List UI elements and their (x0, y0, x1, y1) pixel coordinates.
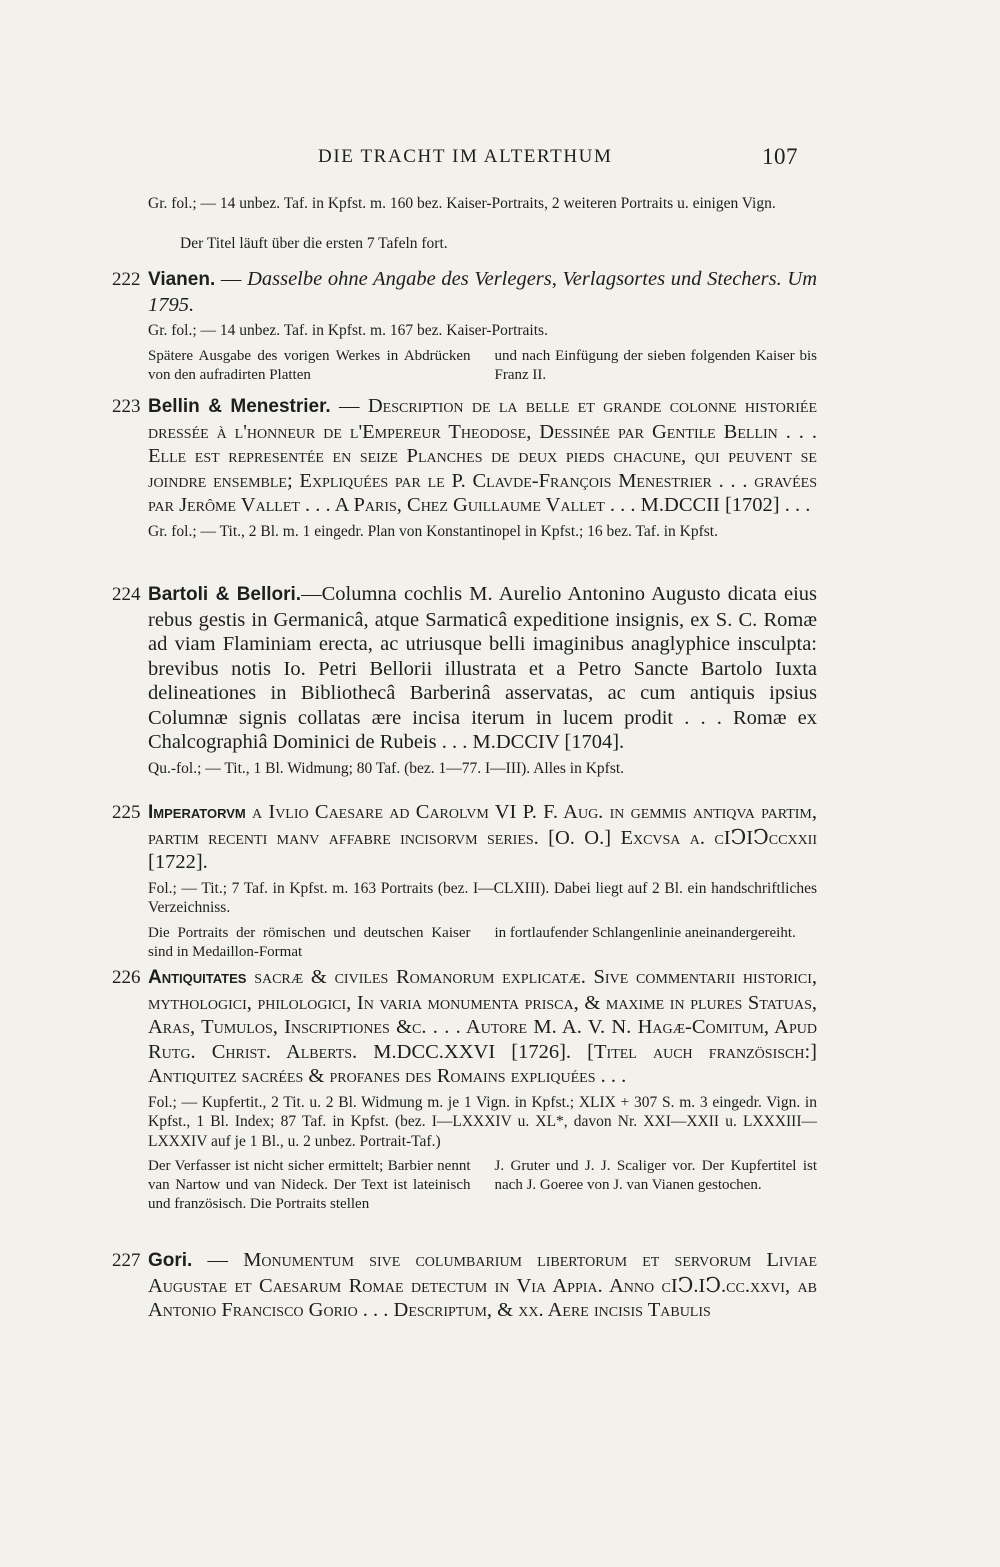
entry-number: 225 (112, 802, 141, 823)
entry-227 (112, 1248, 817, 1323)
entry-collation: Gr. fol.; — 14 unbez. Taf. in Kpfst. m. 167 bez. Kaiser-Portraits. (148, 322, 548, 339)
note-right: und nach Einfügung der sieben folgenden Kaiser bis Franz II. (494, 347, 817, 383)
entry-heading (148, 394, 817, 518)
note-left: Der Verfasser ist nicht sicher ermittelt; Barbier nennt van Nartow und van Nideck. Der Text ist lateinisch und französisch. Die Portraits stellen (148, 1158, 471, 1212)
carryover-collation (148, 194, 813, 214)
page-number: 107 (762, 144, 798, 169)
entry-heading (148, 267, 817, 317)
note-left: Die Portraits der römischen und deutschen Kaiser sind in Medaillon-Format (148, 924, 471, 960)
entry-collation: Fol.; — Kupfertit., 2 Tit. u. 2 Bl. Widmung m. je 1 Vign. in Kpfst.; XLIX + 307 S. m. 3 eingedr. Vign. in Kpfst., 1 Bl. Index; 87 Taf. in Kpfst. (bez. I—LXXXIV u. XL*, davon Nr. XXI—XXII u. LXXXIII—LXXXIV auf je 1 Bl., u. 2 unbez. Portrait-Taf.) (148, 1093, 817, 1150)
entry-number: 227 (112, 1250, 141, 1271)
entry-heading (148, 965, 817, 1089)
entry-dash: — (301, 583, 322, 605)
entry-title: Columna cochlis M. Aurelio Antonino Augusto dicata eius rebus gestis in Germanicâ, atque Sarmaticâ expeditione insignis, ex S. C. Romæ ad viam Flaminiam erecta, ac utriusque belli imaginibus anaglyphice insculpta: brevibus notis Io. Petri Bellorii illustrata et a Petro Sancte Bartolo Iuxta delineationes in Bibliothecâ Barberinâ asservatas, ac cum antiquis ipsius Columnæ signis collatas ære incisa iterum in lucem prodit . . . Romæ ex Chalcographiâ Dominici de Rubeis . . . M.DCCIV [1704]. (148, 583, 817, 753)
entry-name: Bellin & Menestrier. (148, 396, 331, 417)
carryover-line-1: Gr. fol.; — 14 unbez. Taf. in Kpfst. m. 160 bez. Kaiser-Portraits, 2 weiteren Portraits u. einigen Vign. (148, 195, 776, 212)
running-head (0, 146, 1000, 170)
entry-224 (112, 582, 817, 778)
running-title: DIE TRACHT IM ALTERTHUM (318, 146, 613, 167)
entry-notes (148, 924, 817, 962)
note-left: Spätere Ausgabe des vorigen Werkes in Abdrücken von den aufradirten Platten (148, 347, 471, 383)
entry-name: Bartoli & Bellori. (148, 584, 302, 605)
entry-number: 223 (112, 396, 141, 417)
entry-226 (112, 965, 817, 1214)
carryover-line-2: Der Titel läuft über die ersten 7 Tafeln fort. (180, 235, 448, 252)
entry-name: Gori. (148, 1250, 193, 1271)
entry-number: 222 (112, 269, 141, 290)
entry-223 (112, 394, 817, 541)
entry-name: Vianen. (148, 269, 216, 290)
entry-notes (148, 1157, 817, 1214)
entry-title: Description de la belle et grande colonne historiée dreſſée à l'honneur de l'Empereur Theodoſe, Deſſinée par Gentile Bellin . . . Elle eſt repreſentée en ſeize Planches de deux pieds chacune, qui peuvent ſe joindre enſemble; Expliquées par le P. Clavde-François Menestrier . . . gravées par Jerôme Vallet . . . A Paris, Chez Guillaume Vallet . . . M.DCCII [1702] . . . (148, 395, 817, 516)
entry-collation: Qu.-fol.; — Tit., 1 Bl. Widmung; 80 Taf. (bez. 1—77. I—III). Alles in Kpfst. (148, 759, 625, 777)
entry-title: sacræ & civiles Romanorum explicatæ. Sive commentarii historici, mythologici, philologici, In varia monumenta priſca, & maxime in plures Statuas, Aras, Tumulos, Inſcriptiones &c. . . . Autore M. A. V. N. Hagæ-Comitum, Apud Rutg. Christ. Alberts. M.DCC.XXVI [1726]. [Titel auch französisch:] Antiquitez sacrées & profanes des Romains expliquées . . . (148, 966, 817, 1087)
entry-heading (148, 582, 817, 755)
entry-title: Dasselbe ohne Angabe des Verlegers, Verlagsortes und Stechers. Um 1795. (148, 268, 818, 316)
entry-dash: — (330, 395, 368, 417)
entry-222 (112, 267, 817, 385)
note-right: in fortlaufender Schlangenlinie aneinandergereiht. (494, 924, 796, 941)
entry-notes (148, 347, 817, 385)
note-right: J. Gruter und J. J. Scaliger vor. Der Kupfertitel ist nach J. Goeree von J. van Vianen gestochen. (494, 1158, 817, 1193)
entry-title: a Ivlio Caesare ad Carolvm VI P. F. Aug. in gemmis antiqva partim, partim recenti manv affabre incisorvm series. [O. O.] Excvsa a. cIↃIↃccxxii [1722]. (148, 801, 817, 873)
entry-dash: — (192, 1249, 244, 1271)
carryover-note (180, 234, 813, 254)
entry-name: Imperatorvm (148, 802, 246, 823)
entry-title: Monumentum sive columbarium libertorum et servorum Liviae Augustae et Caesarum Romae detectum in Via Appia. Anno cIↃ.IↃ.cc.xxvi, ab Antonio Francisco Gorio . . . Deſcriptum, & xx. Aere inciſis Tabulis (148, 1249, 818, 1321)
entry-number: 224 (112, 584, 141, 605)
entry-collation: Fol.; — Tit.; 7 Taf. in Kpfst. m. 163 Portraits (bez. I—CLXIII). Dabei liegt auf 2 Bl. ein handschriftliches Verzeichniss. (148, 879, 817, 916)
entry-heading (148, 1248, 817, 1323)
entry-collation: Gr. fol.; — Tit., 2 Bl. m. 1 eingedr. Plan von Konstantinopel in Kpfst.; 16 bez. Taf. in Kpfst. (148, 522, 718, 540)
entry-heading (148, 800, 817, 875)
entry-225 (112, 800, 817, 962)
entry-number: 226 (112, 967, 141, 988)
entry-dash: — (215, 268, 248, 290)
entry-name: Antiquitates (148, 967, 247, 988)
